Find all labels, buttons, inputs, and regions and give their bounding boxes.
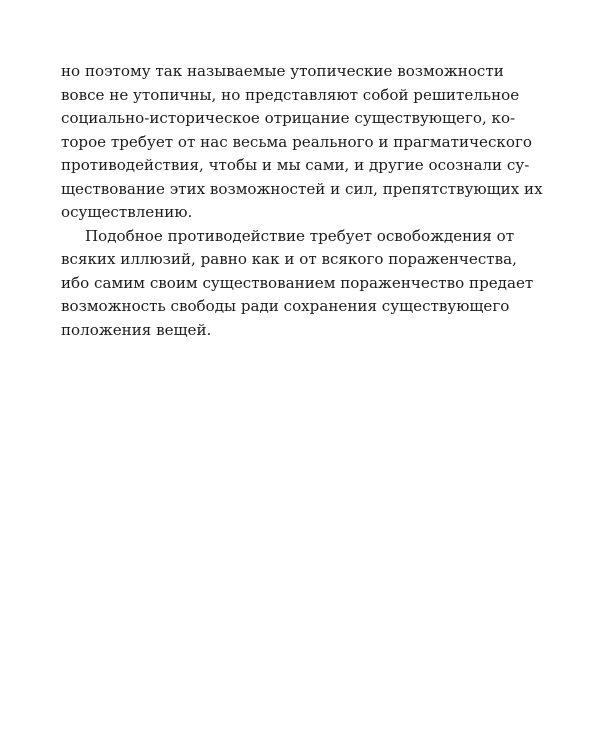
text-line: торое требует от нас весьма реального и прагматического (61, 132, 532, 151)
paragraph-1 (61, 60, 543, 225)
text-line: осуществлению. (61, 203, 193, 221)
text-line: противодействия, чтобы и мы сами, и другие осознали су- (61, 156, 530, 174)
paragraph-2 (61, 225, 534, 343)
text-line: социально-историческое отрицание существующего, ко- (61, 109, 516, 127)
text-line: ибо самим своим существованием пораженчество предает (61, 273, 534, 292)
text-line: Подобное противодействие требует освобождения от (85, 226, 515, 245)
text-line: ществование этих возможностей и сил, препятствующих их (61, 179, 543, 198)
text-line: положения вещей. (61, 320, 212, 339)
text-line: вовсе не утопичны, но представляют собой решительное (61, 85, 520, 104)
text-line: всяких иллюзий, равно как и от всякого пораженчества, (61, 250, 517, 268)
text-line: возможность свободы ради сохранения существующего (61, 297, 510, 315)
body-text (61, 60, 543, 342)
text-line: но поэтому так называемые утопические возможности (61, 62, 504, 80)
